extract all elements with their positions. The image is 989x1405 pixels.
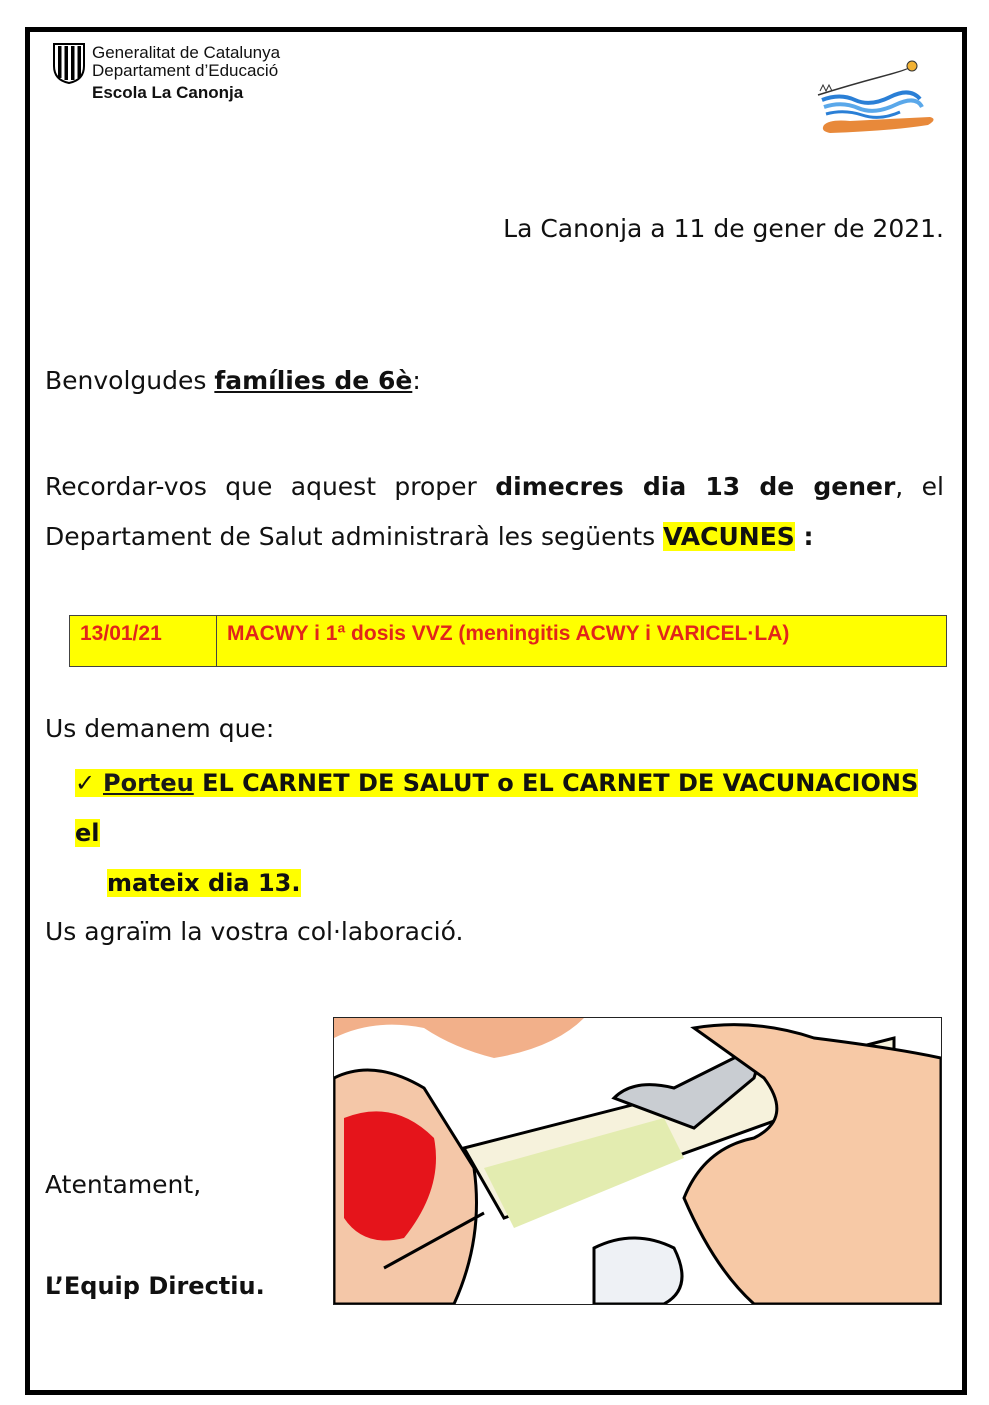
reminder-paragraph — [45, 462, 944, 562]
syringe-illustration-icon — [334, 1018, 941, 1304]
request-line-2: mateix dia 13. — [107, 869, 301, 897]
date-line: La Canonja a 11 de gener de 2021. — [503, 214, 944, 243]
vaccine-table — [69, 615, 947, 667]
reminder-date: dimecres dia 13 de gener — [495, 472, 896, 501]
school-logo-icon — [810, 55, 940, 140]
greeting-recipients: famílies de 6è — [214, 366, 413, 395]
header-school: Escola La Canonja — [92, 83, 244, 102]
greeting-prefix: Benvolgudes — [45, 366, 215, 395]
reminder-text-3: : — [794, 522, 814, 551]
vaccines-highlight: VACUNES — [663, 522, 795, 551]
greeting-suffix: : — [412, 366, 421, 395]
reminder-text-2: , el Departament de Salut administrarà les següents — [45, 472, 944, 551]
checkmark-icon: ✓ — [75, 769, 96, 797]
table-row — [70, 616, 947, 667]
header-generalitat: Generalitat de Catalunya — [92, 43, 281, 62]
header-department: Departament d’Educació — [92, 61, 279, 80]
signature: L’Equip Directiu. — [45, 1272, 265, 1300]
thanks-line: Us agraïm la vostra col·laboració. — [45, 917, 464, 946]
request-verb: Porteu — [103, 769, 194, 797]
vaccine-description: MACWY i 1ª dosis VVZ (meningitis ACWY i VARICEL·LA) — [217, 616, 947, 667]
request-intro: Us demanem que: — [45, 714, 275, 743]
greeting — [45, 366, 421, 395]
reminder-text-1: Recordar-vos que aquest proper — [45, 472, 496, 501]
closing: Atentament, — [45, 1170, 202, 1199]
catalonia-emblem-icon — [52, 42, 86, 84]
vaccine-date: 13/01/21 — [70, 616, 217, 667]
vaccination-illustration — [333, 1017, 942, 1305]
request-item — [75, 758, 945, 908]
request-line-1: EL CARNET DE SALUT o EL CARNET DE VACUNACIONS el — [75, 769, 919, 847]
